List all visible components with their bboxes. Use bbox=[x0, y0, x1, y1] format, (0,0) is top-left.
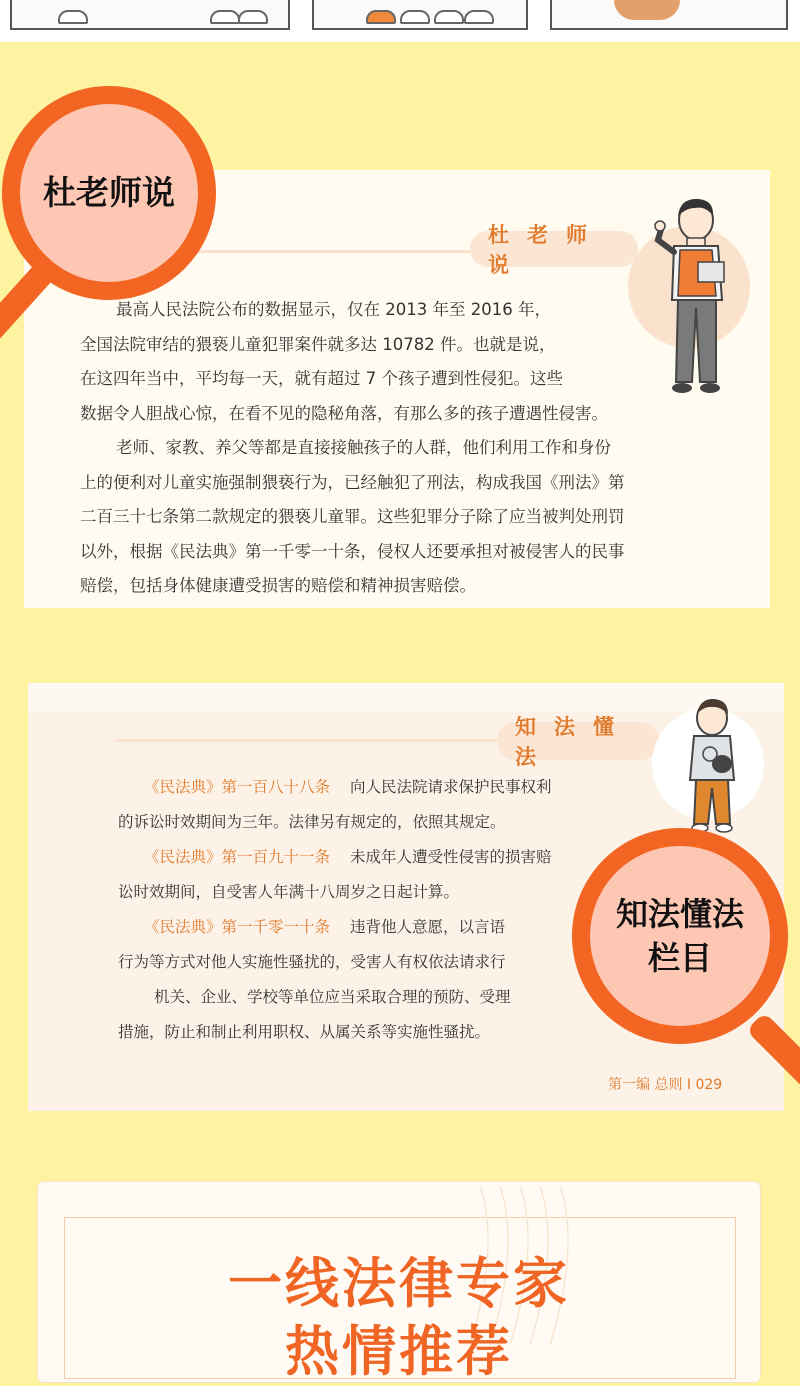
paragraph-line: 最高人民法院公布的数据显示，仅在 2013 年至 2016 年， bbox=[116, 300, 551, 319]
kid-illustration bbox=[672, 696, 752, 836]
comic-panel-2 bbox=[312, 0, 528, 30]
paragraph-line: 上的便利对儿童实施强制猥亵行为，已经触犯了刑法，构成我国《刑法》第 bbox=[80, 472, 625, 492]
law-item bbox=[118, 840, 638, 875]
comic-shoe bbox=[210, 10, 240, 24]
law-item-extra: 措施，防止和制止利用职权、从属关系等实施性骚扰。 bbox=[118, 1023, 491, 1041]
paragraph-line: 二百三十七条第二款规定的猥亵儿童罪。这些犯罪分子除了应当被判处刑罚 bbox=[80, 507, 625, 526]
card-top-band bbox=[28, 683, 784, 711]
header-divider bbox=[115, 739, 515, 742]
law-article-title: 《民法典》第一百八十八条 bbox=[144, 778, 331, 796]
header-divider bbox=[195, 250, 495, 253]
comic-strip bbox=[0, 0, 800, 42]
magnifier-lens bbox=[590, 846, 770, 1026]
know-the-law-magnifier-line2: 栏目 bbox=[647, 939, 712, 977]
teacher-says-header: 杜老师说 bbox=[470, 231, 638, 267]
paragraph-line: 老师、家教、养父等都是直接接触孩子的人群，他们利用工作和身份 bbox=[116, 438, 611, 457]
comic-panel-3 bbox=[550, 0, 788, 30]
paragraph-line: 赔偿，包括身体健康遭受损害的赔偿和精神损害赔偿。 bbox=[80, 576, 476, 595]
law-article-title: 《民法典》第一千零一十条 bbox=[144, 918, 331, 936]
comic-shoe bbox=[58, 10, 88, 24]
law-item bbox=[118, 910, 638, 945]
recommendation-title-line2: 热情推荐 bbox=[285, 1320, 513, 1383]
know-the-law-text bbox=[118, 770, 638, 1050]
teacher-says-magnifier-label: 杜老师说 bbox=[43, 173, 175, 212]
paragraph-line: 全国法院审结的猥亵儿童犯罪案件就多达 10782 件。也就是说， bbox=[80, 334, 556, 354]
comic-shoe bbox=[366, 10, 396, 24]
law-article-text: 违背他人意愿，以言语 bbox=[350, 918, 506, 936]
know-the-law-magnifier-line1: 知法懂法 bbox=[615, 895, 744, 933]
law-item-continued: 的诉讼时效期间为三年。法律另有规定的，依照其规定。 bbox=[118, 813, 506, 831]
paragraph-line: 以外，根据《民法典》第一千零一十条，侵权人还要承担对被侵害人的民事 bbox=[80, 541, 625, 561]
law-item-extra: 机关、企业、学校等单位应当采取合理的预防、受理 bbox=[154, 988, 511, 1006]
comic-figure bbox=[614, 0, 680, 20]
comic-shoe bbox=[434, 10, 464, 24]
magnifier-lens bbox=[20, 104, 198, 282]
know-the-law-header: 知法懂法 bbox=[497, 722, 659, 760]
law-item-continued: 行为等方式对他人实施性骚扰的，受害人有权依法请求行 bbox=[118, 953, 506, 971]
comic-shoe bbox=[464, 10, 494, 24]
page-footer: 第一编 总则 I 029 bbox=[608, 1077, 723, 1093]
law-article-title: 《民法典》第一百九十一条 bbox=[144, 848, 331, 866]
law-article-text: 未成年人遭受性侵害的损害赔 bbox=[350, 848, 552, 866]
law-article-text: 向人民法院请求保护民事权利 bbox=[350, 778, 552, 796]
comic-shoe bbox=[238, 10, 268, 24]
comic-shoe bbox=[400, 10, 430, 24]
paragraph-line: 在这四年当中，平均每一天，就有超过 7 个孩子遭到性侵犯。这些 bbox=[80, 369, 563, 388]
law-item bbox=[118, 770, 638, 805]
law-item-continued: 讼时效期间，自受害人年满十八周岁之日起计算。 bbox=[118, 883, 460, 901]
paragraph-line: 数据令人胆战心惊，在看不见的隐秘角落，有那么多的孩子遭遇性侵害。 bbox=[80, 403, 608, 423]
recommendation-title-line1: 一线法律专家 bbox=[228, 1252, 570, 1315]
comic-panel-1 bbox=[10, 0, 290, 30]
teacher-says-text bbox=[80, 293, 740, 604]
